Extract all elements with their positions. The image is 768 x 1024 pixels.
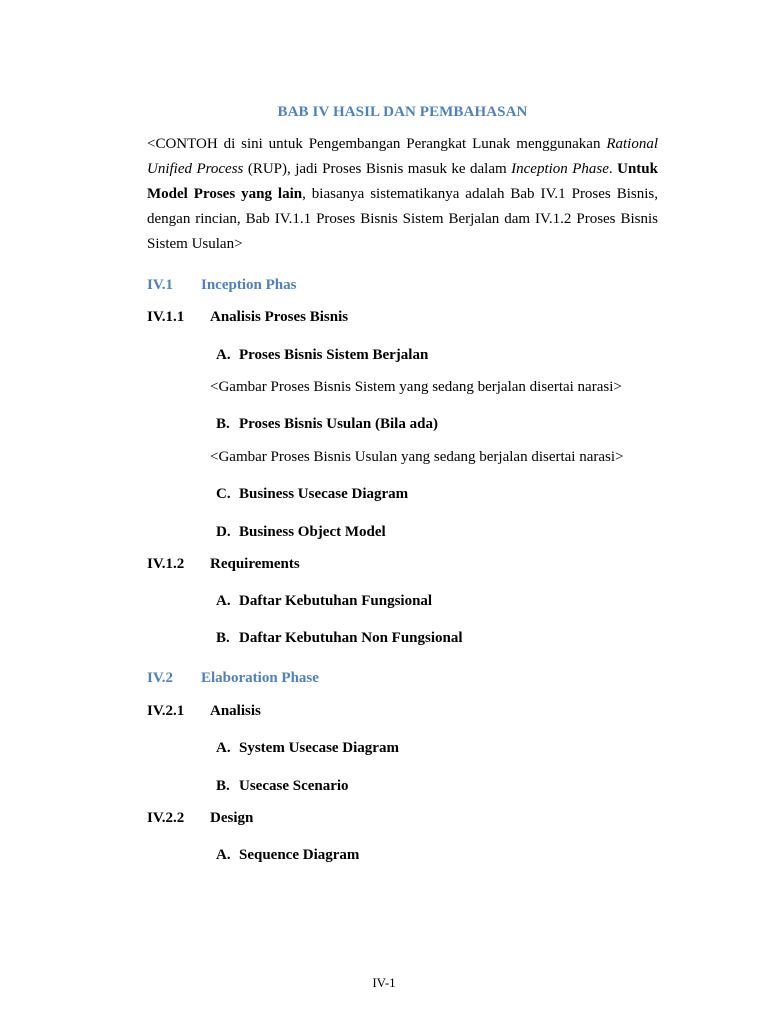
- list-letter: B.: [216, 416, 230, 432]
- placeholder-note: <Gambar Proses Bisnis Sistem yang sedang berjalan disertai narasi>: [210, 379, 622, 395]
- intro-text: , biasanya sistematikanya adalah Bab IV.1 Proses Bisnis, dengan rincian, Bab IV.1.1 Proses Bisnis Sistem Berjalan dam IV.1.2 Proses Bisnis Sistem Usulan>: [147, 186, 658, 252]
- intro-italic-rup: Rational Unified Process: [147, 136, 658, 177]
- list-letter: B.: [216, 630, 230, 646]
- heading-title: Inception Phas: [201, 277, 297, 293]
- list-letter: A.: [216, 347, 231, 363]
- heading-iv-1-1: [147, 307, 348, 327]
- list-letter: D.: [216, 524, 231, 540]
- list-letter: A.: [216, 593, 231, 609]
- intro-paragraph: [147, 132, 658, 257]
- subheading-a: [216, 738, 399, 758]
- subheading-title: Business Usecase Diagram: [239, 486, 409, 502]
- heading-number: IV.2.1: [147, 703, 185, 719]
- subheading-title: Business Object Model: [239, 524, 386, 540]
- chapter-title: BAB IV HASIL DAN PEMBAHASAN: [277, 104, 528, 120]
- subheading-b: [216, 776, 349, 796]
- list-letter: A.: [216, 740, 231, 756]
- subheading-a: [216, 591, 432, 611]
- intro-text: <CONTOH di sini untuk Pengembangan Perangkat Lunak menggunakan: [147, 136, 607, 152]
- intro-text: .: [608, 161, 618, 177]
- subheading-title: Sequence Diagram: [239, 847, 360, 863]
- heading-number: IV.1.2: [147, 556, 185, 572]
- subheading-title: System Usecase Diagram: [239, 740, 399, 756]
- heading-title: Analisis Proses Bisnis: [210, 309, 349, 325]
- heading-iv-2-2: [147, 808, 253, 828]
- intro-text: (RUP), jadi Proses Bisnis masuk ke dalam: [243, 161, 512, 177]
- heading-number: IV.2: [147, 670, 173, 686]
- subheading-a: [216, 845, 359, 865]
- list-letter: B.: [216, 778, 230, 794]
- intro-bold: Untuk Model Proses yang lain: [147, 161, 658, 202]
- subheading-title: Proses Bisnis Usulan (Bila ada): [239, 416, 438, 432]
- subheading-c: [216, 484, 408, 504]
- heading-title: Requirements: [210, 556, 300, 572]
- list-letter: A.: [216, 847, 231, 863]
- list-letter: C.: [216, 486, 231, 502]
- subheading-title: Proses Bisnis Sistem Berjalan: [239, 347, 429, 363]
- heading-number: IV.1: [147, 277, 173, 293]
- heading-title: Analisis: [210, 703, 261, 719]
- heading-title: Design: [210, 810, 254, 826]
- subheading-b: [216, 414, 438, 434]
- heading-number: IV.1.1: [147, 309, 185, 325]
- heading-iv-2-1: [147, 701, 261, 721]
- heading-iv-2: [147, 668, 319, 688]
- intro-italic-phase: Inception Phase: [511, 161, 609, 177]
- subheading-title: Daftar Kebutuhan Non Fungsional: [239, 630, 463, 646]
- subheading-b: [216, 628, 463, 648]
- subheading-a: [216, 345, 428, 365]
- subheading-title: Daftar Kebutuhan Fungsional: [239, 593, 433, 609]
- heading-iv-1-2: [147, 554, 300, 574]
- placeholder-note: <Gambar Proses Bisnis Usulan yang sedang berjalan disertai narasi>: [210, 449, 624, 465]
- page-number: IV-1: [372, 975, 396, 990]
- subheading-d: [216, 522, 386, 542]
- subheading-title: Usecase Scenario: [239, 778, 349, 794]
- heading-title: Elaboration Phase: [201, 670, 319, 686]
- heading-number: IV.2.2: [147, 810, 185, 826]
- heading-iv-1: [147, 275, 296, 295]
